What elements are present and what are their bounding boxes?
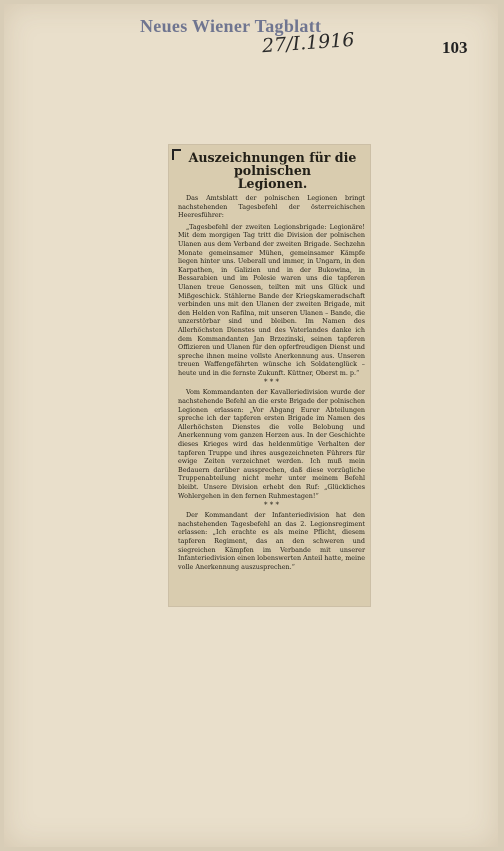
article-paragraph-3: Der Kommandant der Infanteriedivision hat den nachstehenden Tagesbefehl an das 2. Legionsregiment erlassen: „Ich erachte es als meine Pflicht, diesem tapferen Regiment, das an den schweren und siegreichen Kämpfen im Verbande mit unserer Infanteriedivision einen lobenswerten Anteil hatte, meine volle Anerkennung auszusprechen.“ — [178, 511, 365, 571]
section-divider-2: * * * — [264, 501, 279, 510]
handwritten-date: 27/I.1916 — [261, 28, 356, 58]
article-intro: Das Amtsblatt der polnischen Legionen bringt nachstehenden Tagesbefehl der österreichischen Heeresführer: — [178, 194, 365, 220]
corner-bracket-mark — [172, 149, 181, 160]
article-headline — [180, 151, 365, 190]
page-number: 103 — [442, 38, 468, 57]
newspaper-clipping — [169, 145, 370, 606]
article-paragraph-1: „Tagesbefehl der zweiten Legionsbrigade: Legionäre! Mit dem morgigen Tag tritt die Division der polnischen Ulanen aus dem Verband der zweiten Brigade. Sechzehn Monate gemeinsamer Mühen, gemeinsamer Kämpfe liegen hinter uns. Ueberall und immer, in Ungarn, in den Karpathen, in Galizien und in der Bukowina, in Bessarabien und im Polesie waren uns die tapferen Ulanen treue Genossen, teilten mit uns Glück und Mißgeschick. Stählerne Bande der Kriegskameradschaft verbinden uns mit den Ulanen der zweiten Brigade, mit den Helden von Rafilna, mit unseren Ulanen – Bande, die unzerstörbar sind und bleiben. Im Namen des Allerhöchsten Dienstes und des Vaterlandes danke ich dem Kommandanten Jan Brzezinski, seinen tapferen Offizieren und Ulanen für den opferfreudigen Dienst und spreche ihnen meine vollste Anerkennung aus. Unseren treuen Waffengefährten wünsche ich Soldatenglück – heute und in die fernste Zukunft. Küttner, Oberst m. p.“ — [178, 222, 365, 377]
newspaper-stamp: Neues Wiener Tagblatt — [140, 16, 322, 36]
archive-page — [4, 4, 498, 847]
article-paragraph-2: Vom Kommandanten der Kavalleriedivision wurde der nachstehende Befehl an die erste Brigade der polnischen Legionen erlassen: „Vor Abgang Eurer Abteilungen spreche ich der tapferen ersten Brigade im Namen des Allerhöchsten Dienstes die volle Belobung und Anerkennung vom ganzen Herzen aus. In der Geschichte dieses Krieges wird das heldenmütige Verhalten der tapferen Truppe und ihres ausgezeichneten Führers für ewige Zeiten verzeichnet werden. Ich muß mein Bedauern darüber aussprechen, daß diese vorzügliche Truppenabteilung nicht mehr unter meinem Befehl bleibt. Unsere Division erhebt den Ruf: „Glückliches Wohlergehen in den fernen Ruhmestagen!“ — [178, 388, 365, 500]
headline-line-1: Auszeichnungen für die polnischen — [188, 150, 357, 178]
section-divider-1: * * * — [264, 378, 279, 387]
headline-line-2: Legionen. — [237, 176, 308, 191]
